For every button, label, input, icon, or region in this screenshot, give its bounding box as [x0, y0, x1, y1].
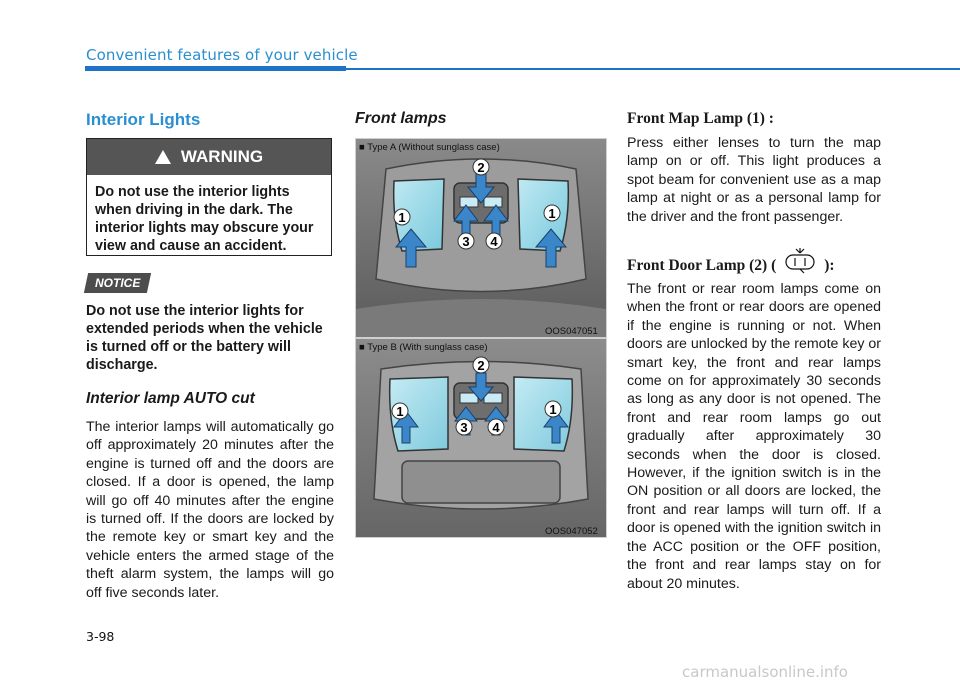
figure-type-b	[355, 338, 607, 538]
front-lamps-title: Front lamps	[355, 110, 447, 127]
callout-4: 4	[490, 234, 498, 249]
callout-2: 2	[477, 160, 485, 175]
warning-text: Do not use the interior lights when driving in the dark. The interior lights may obscure your view and cause an accident.	[95, 184, 314, 254]
door-lamp-text: The front or rear room lamps come on when the front or rear doors are opened if the engine is running or not. When doors are unlocked by the remote key or smart key, the front and rear lamps come on for approximately 30 seconds as long as any door is not opened. The front and rear room lamps go out gradually after approximately 30 seconds when the door is closed. However, if the ignition switch is in the ON position or all doors are locked, the front and rear lamps will turn off. If a door is opened with the ignition switch in the ACC position or the OFF position, the front and rear lamps stay on for about 20 minutes.	[627, 281, 881, 592]
callout-3: 3	[462, 234, 470, 249]
interior-lights-title: Interior Lights	[86, 110, 201, 129]
door-lamp-title	[627, 256, 835, 276]
notice-badge	[84, 273, 151, 293]
console-illustration-b	[356, 339, 606, 537]
warning-box	[86, 138, 332, 256]
notice-label: NOTICE	[94, 276, 141, 290]
door-lamp-icon	[780, 256, 820, 276]
figure-b-caption: ■ Type B (With sunglass case)	[359, 342, 488, 353]
figure-type-a	[355, 138, 607, 338]
page-number: 3-98	[86, 629, 115, 644]
notice-text: Do not use the interior lights for extended periods when the vehicle is turned off or the battery will discharge.	[86, 303, 323, 373]
callout-1-right: 1	[548, 206, 556, 221]
auto-cut-text: The interior lamps will automatically go off approximately 20 minutes after the engine is turned off and the doors are closed. If a door is opened, the lamp will go off 40 minutes after the engine is turned off. If the doors are locked by the remote key or smart key and the vehicle enters the armed stage of the theft alarm system, the lamps will go off five seconds later.	[86, 419, 334, 601]
watermark: carmanualsonline.info	[682, 663, 848, 681]
warning-label: WARNING	[180, 147, 264, 166]
console-illustration-a	[356, 139, 606, 337]
warning-triangle-icon	[155, 150, 171, 164]
auto-cut-title: Interior lamp AUTO cut	[86, 390, 255, 407]
callout-3: 3	[460, 420, 468, 435]
figure-a-code: OOS047051	[545, 326, 598, 337]
warning-header	[87, 139, 331, 175]
callout-2: 2	[477, 358, 485, 373]
door-lamp-title-end: ):	[824, 257, 835, 274]
door-lamp-title-text: Front Door Lamp (2) (	[627, 257, 777, 274]
section-header: Convenient features of your vehicle	[86, 46, 358, 64]
header-bar	[85, 66, 346, 71]
callout-1-left: 1	[396, 404, 404, 419]
figure-b-code: OOS047052	[545, 526, 598, 537]
map-lamp-title: Front Map Lamp (1) :	[627, 110, 774, 127]
callout-4: 4	[492, 420, 500, 435]
map-lamp-text: Press either lenses to turn the map lamp on or off. This light produces a spot beam for convenient use as a map lamp at night or as a personal lamp for the driver and the front passenger.	[627, 135, 881, 225]
callout-1-left: 1	[398, 210, 406, 225]
callout-1-right: 1	[549, 402, 557, 417]
figure-a-caption: ■ Type A (Without sunglass case)	[359, 142, 500, 153]
header-rule	[346, 68, 960, 70]
